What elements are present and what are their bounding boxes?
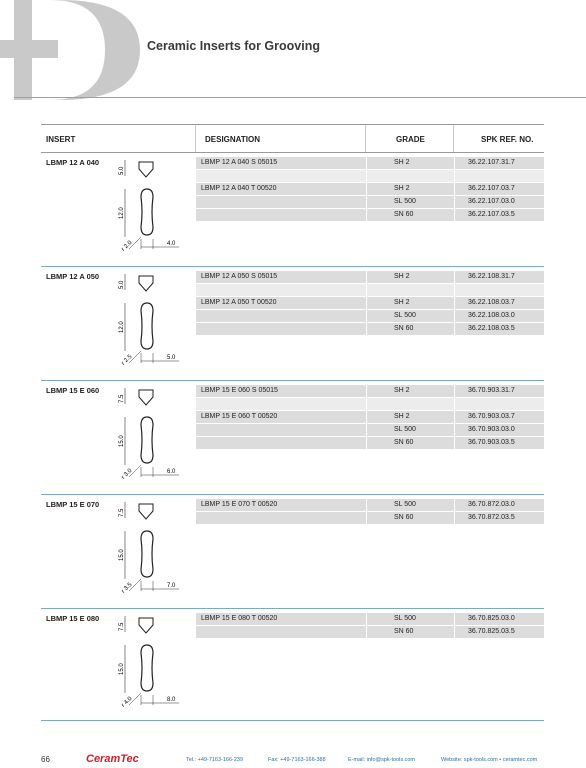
table-row: [196, 323, 544, 336]
insert-table: [41, 124, 544, 721]
insert-name: LBMP 12 A 040: [46, 158, 100, 167]
grade-cell: SL 500: [394, 312, 416, 319]
grade-cell: SL 500: [394, 501, 416, 508]
grade-cell: SH 2: [394, 159, 410, 166]
grade-cell: SH 2: [394, 413, 410, 420]
designation-list: [196, 385, 544, 450]
table-row: [196, 271, 544, 284]
ref-cell: 36.70.903.03.5: [468, 439, 515, 446]
grade-cell: SH 2: [394, 387, 410, 394]
dim-height-2: 15.0: [119, 663, 125, 675]
ref-cell: 36.22.107.03.0: [468, 198, 515, 205]
insert-section: [41, 381, 544, 495]
designation-list: [196, 271, 544, 336]
insert-drawing: [111, 613, 191, 713]
dim-height-1: 7.5: [119, 508, 125, 517]
ref-cell: 36.70.903.03.7: [468, 413, 515, 420]
dim-height-2: 12.0: [119, 321, 125, 333]
table-header: [41, 124, 544, 153]
dim-radius: r 3.0: [120, 467, 134, 481]
table-row: [196, 297, 544, 310]
ref-cell: 36.70.903.03.0: [468, 426, 515, 433]
insert-drawing: [111, 157, 191, 257]
dim-radius: r 4.0: [120, 695, 134, 709]
dim-width: 4.0: [167, 241, 176, 247]
grade-cell: SH 2: [394, 185, 410, 192]
ref-cell: 36.70.872.03.0: [468, 501, 515, 508]
insert-name: LBMP 15 E 060: [46, 386, 100, 395]
table-row: [196, 385, 544, 398]
table-row: [196, 499, 544, 512]
dim-height-2: 15.0: [119, 549, 125, 561]
page-number: 66: [41, 755, 50, 764]
dim-width: 7.0: [167, 583, 176, 589]
dim-height-2: 15.0: [119, 435, 125, 447]
ref-cell: 36.70.872.03.5: [468, 514, 515, 521]
column-header-ref: SPK REF. NO.: [481, 135, 534, 144]
designation-cell: LBMP 15 E 060 S 05015: [201, 387, 278, 394]
ref-cell: 36.22.108.03.0: [468, 312, 515, 319]
ceramtec-logo-mark: [0, 0, 140, 100]
dim-radius: r 2.5: [120, 353, 134, 367]
table-row: [196, 170, 544, 183]
dim-radius: r 2.0: [120, 239, 134, 253]
grade-cell: SL 500: [394, 198, 416, 205]
designation-cell: LBMP 12 A 050 S 05015: [201, 273, 278, 280]
table-row: [196, 183, 544, 196]
table-row: [196, 196, 544, 209]
ref-cell: 36.70.903.31.7: [468, 387, 515, 394]
dim-height-2: 12.0: [119, 207, 125, 219]
column-header-designation: DESIGNATION: [205, 135, 260, 144]
table-row: [196, 424, 544, 437]
table-row: [196, 284, 544, 297]
table-row: [196, 411, 544, 424]
page-title: Ceramic Inserts for Grooving: [147, 39, 320, 53]
designation-cell: LBMP 12 A 050 T 00520: [201, 299, 277, 306]
ref-cell: 36.22.107.03.5: [468, 211, 515, 218]
grade-cell: SN 60: [394, 514, 414, 521]
ref-cell: 36.22.107.03.7: [468, 185, 515, 192]
dim-width: 8.0: [167, 697, 176, 703]
grade-cell: SH 2: [394, 273, 410, 280]
ref-cell: 36.22.108.03.7: [468, 299, 515, 306]
table-row: [196, 437, 544, 450]
designation-cell: LBMP 15 E 080 T 00520: [201, 615, 278, 622]
insert-section: [41, 267, 544, 381]
grade-cell: SN 60: [394, 439, 414, 446]
column-header-grade: GRADE: [396, 135, 425, 144]
insert-name: LBMP 12 A 050: [46, 272, 100, 281]
footer: [0, 755, 586, 767]
table-row: [196, 157, 544, 170]
dim-height-1: 7.5: [119, 394, 125, 403]
dim-height-1: 5.0: [119, 280, 125, 289]
header-divider: [14, 97, 586, 98]
grade-cell: SL 500: [394, 426, 416, 433]
designation-cell: LBMP 12 A 040 T 00520: [201, 185, 277, 192]
dim-height-1: 7.5: [119, 622, 125, 631]
dim-width: 5.0: [167, 355, 176, 361]
insert-drawing: [111, 271, 191, 371]
insert-section: [41, 495, 544, 609]
insert-section: [41, 609, 544, 721]
table-row: [196, 626, 544, 639]
grade-cell: SN 60: [394, 628, 414, 635]
grade-cell: SN 60: [394, 211, 414, 218]
table-row: [196, 512, 544, 525]
insert-name: LBMP 15 E 070: [46, 500, 100, 509]
ceramtec-logo: CeramTec: [86, 753, 139, 765]
dim-height-1: 5.0: [119, 166, 125, 175]
footer-website[interactable]: Website: spk-tools.com • ceramtec.com: [441, 757, 538, 763]
ref-cell: 36.70.825.03.0: [468, 615, 515, 622]
insert-name: LBMP 15 E 080: [46, 614, 100, 623]
table-row: [196, 310, 544, 323]
insert-drawing: [111, 499, 191, 599]
dim-width: 6.0: [167, 469, 176, 475]
designation-list: [196, 157, 544, 222]
ref-cell: 36.70.825.03.5: [468, 628, 515, 635]
table-row: [196, 209, 544, 222]
grade-cell: SN 60: [394, 325, 414, 332]
designation-cell: LBMP 12 A 040 S 05015: [201, 159, 278, 166]
dim-radius: r 3.5: [120, 581, 134, 595]
grade-cell: SL 500: [394, 615, 416, 622]
insert-drawing: [111, 385, 191, 485]
footer-tel: Tel.: +49-7163-166-239: [186, 757, 244, 763]
ref-cell: 36.22.107.31.7: [468, 159, 515, 166]
ref-cell: 36.22.108.03.5: [468, 325, 515, 332]
grade-cell: SH 2: [394, 299, 410, 306]
ref-cell: 36.22.108.31.7: [468, 273, 515, 280]
footer-fax: Fax: +49-7163-166-388: [268, 757, 326, 763]
insert-section: [41, 153, 544, 267]
designation-cell: LBMP 15 E 060 T 00520: [201, 413, 278, 420]
table-row: [196, 613, 544, 626]
table-row: [196, 398, 544, 411]
designation-cell: LBMP 15 E 070 T 00520: [201, 501, 278, 508]
footer-email: E-mail: info@spk-tools.com: [348, 757, 416, 763]
designation-list: [196, 499, 544, 525]
designation-list: [196, 613, 544, 639]
column-header-insert: INSERT: [46, 135, 76, 144]
